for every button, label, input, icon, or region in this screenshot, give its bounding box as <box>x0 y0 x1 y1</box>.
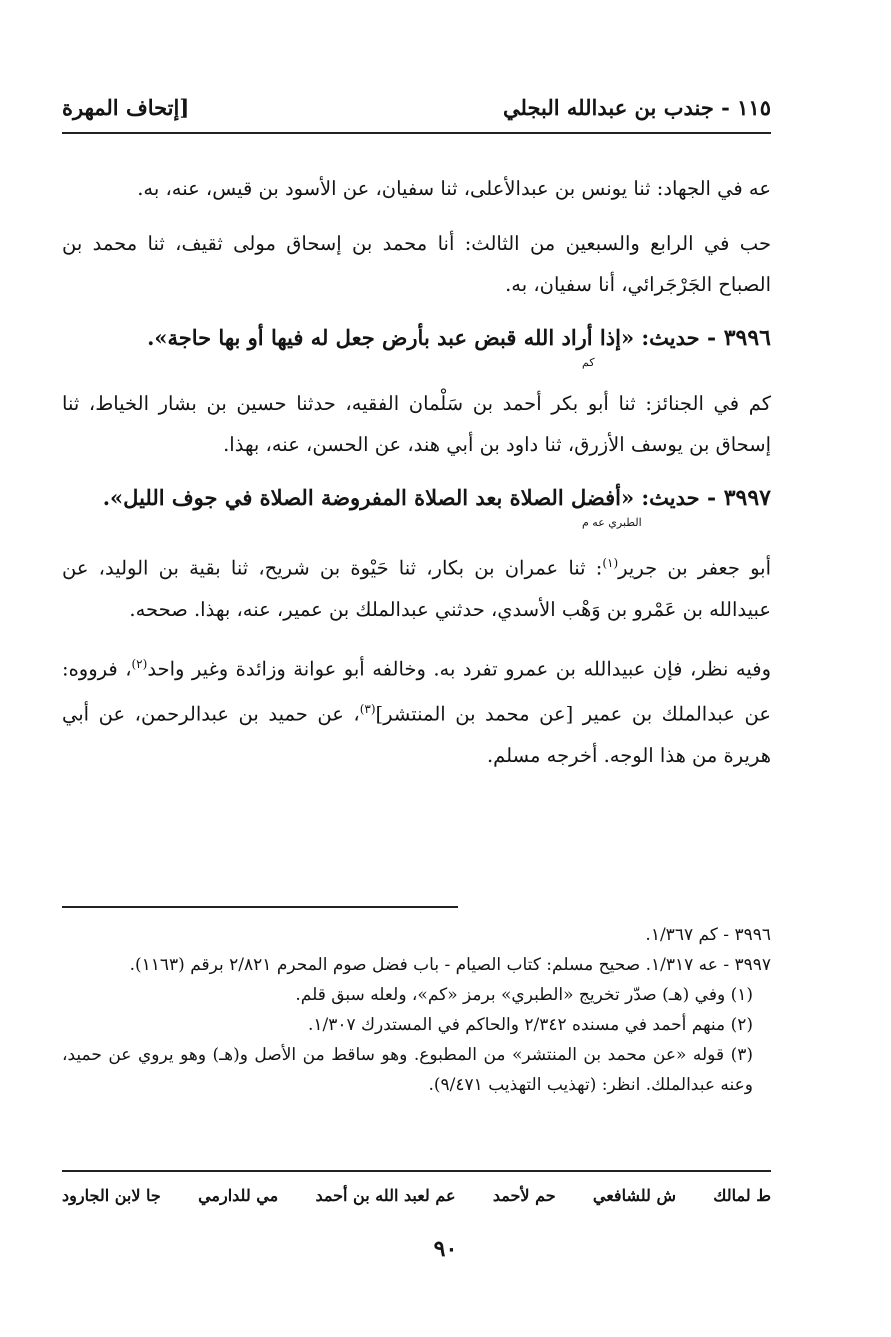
hadith-number: ٣٩٩٦ - <box>706 325 771 351</box>
page-number: ٩٠ <box>433 1236 458 1262</box>
paragraph-ibn-khuzayma: عه في الجهاد: ثنا يونس بن عبدالأعلى، ثنا سفيان، عن الأسود بن قيس، عنه، به. <box>137 177 771 200</box>
text-run: أبو جعفر بن جرير <box>618 556 772 580</box>
hadith-number: ٣٩٩٧ - <box>706 485 771 511</box>
footnote-marker-3[interactable]: (٣) <box>359 702 376 716</box>
paragraph-ibn-hibban: حب في الرابع والسبعين من الثالث: أنا محمد بن إسحاق مولى ثقيف، ثنا محمد بن الصباح الجَرْجَرائي، أنا سفيان، به. <box>62 232 771 296</box>
header-book-title: [إتحاف المهرة <box>62 95 190 120</box>
header-chapter-title: ١١٥ - جندب بن عبدالله البجلي <box>503 95 771 120</box>
abbreviation-item: جا لابن الجارود <box>62 1186 161 1205</box>
abbreviation-item: ش للشافعي <box>592 1186 676 1205</box>
text-run: : ثنا عمران بن بكار، ثنا حَيْوة بن شريح، ثنا بقية بن الوليد، عن عبيدالله بن عَمْرو بن وَهْب الأسدي، حدثني عبدالملك بن عمير، عنه، بهذا. صححه. <box>62 556 771 621</box>
text-run: ، عن حميد بن عبدالرحمن، عن أبي هريرة من هذا الوجه. أخرجه مسلم. <box>62 702 771 767</box>
abbreviation-item: مي للدارمي <box>198 1186 279 1205</box>
footnote-rule <box>62 906 458 908</box>
hadith-3996 <box>62 319 771 369</box>
abbreviation-item: عم لعبد الله بن أحمد <box>315 1186 456 1205</box>
text-run: ، فرووه: عن عبدالملك بن عمير [عن محمد بن المنتشر] <box>62 657 771 726</box>
hadith-text: حديث: «إذا أراد الله قبض عبد بأرض جعل له فيها أو بها حاجة». <box>147 325 700 350</box>
abbreviation-item: حم لأحمد <box>492 1186 556 1205</box>
footnotes <box>62 920 771 1100</box>
footnote-marker-1[interactable]: (١) <box>602 556 619 570</box>
text-run: وفيه نظر، فإن عبيدالله بن عمرو تفرد به. وخالفه أبو عوانة وزائدة وغير واحد <box>147 657 771 680</box>
abbreviation-item: ط لمالك <box>713 1186 771 1205</box>
hadith-text: حديث: «أفضل الصلاة بعد الصلاة المفروضة الصلاة في جوف الليل». <box>102 485 700 510</box>
paragraph-critique <box>62 644 771 776</box>
hadith-source-codes: كم <box>582 356 595 369</box>
footnote-3: (٣) قوله «عن محمد بن المنتشر» من المطبوع. وهو ساقط من الأصل و(هـ) وهو يروي عن حميد، وعنه عبدالملك. انظر: (تهذيب التهذيب ٩/٤٧١). <box>62 1045 753 1095</box>
footnote-reference-3996: ٣٩٩٦ - كم ١/٣٦٧. <box>645 925 771 945</box>
hadith-3997 <box>62 479 771 529</box>
abbreviations-key <box>62 1186 771 1205</box>
footnote-2: (٢) منهم أحمد في مسنده ٢/٣٤٢ والحاكم في المستدرك ١/٣٠٧. <box>307 1015 753 1035</box>
paragraph-hakim: كم في الجنائز: ثنا أبو بكر أحمد بن سَلْمان الفقيه، حدثنا حسين بن بشار الخياط، ثنا إسحاق بن يوسف الأزرق، ثنا داود بن أبي هند، عن الحسن، عنه، بهذا. <box>62 392 771 456</box>
paragraph-tabari <box>62 543 771 630</box>
header-rule <box>62 132 771 134</box>
footnote-1: (١) وفي (هـ) صدّر تخريج «الطبري» برمز «كم»، ولعله سبق قلم. <box>295 985 753 1005</box>
main-text <box>62 168 771 790</box>
hadith-source-codes: الطبري عه م <box>582 516 642 529</box>
abbreviations-rule <box>62 1170 771 1172</box>
running-header <box>62 84 771 120</box>
footnote-reference-3997: ٣٩٩٧ - عه ١/٣١٧. صحيح مسلم: كتاب الصيام - باب فضل صوم المحرم ٢/٨٢١ برقم (١١٦٣). <box>129 955 771 975</box>
footnote-marker-2[interactable]: (٢) <box>131 656 148 671</box>
